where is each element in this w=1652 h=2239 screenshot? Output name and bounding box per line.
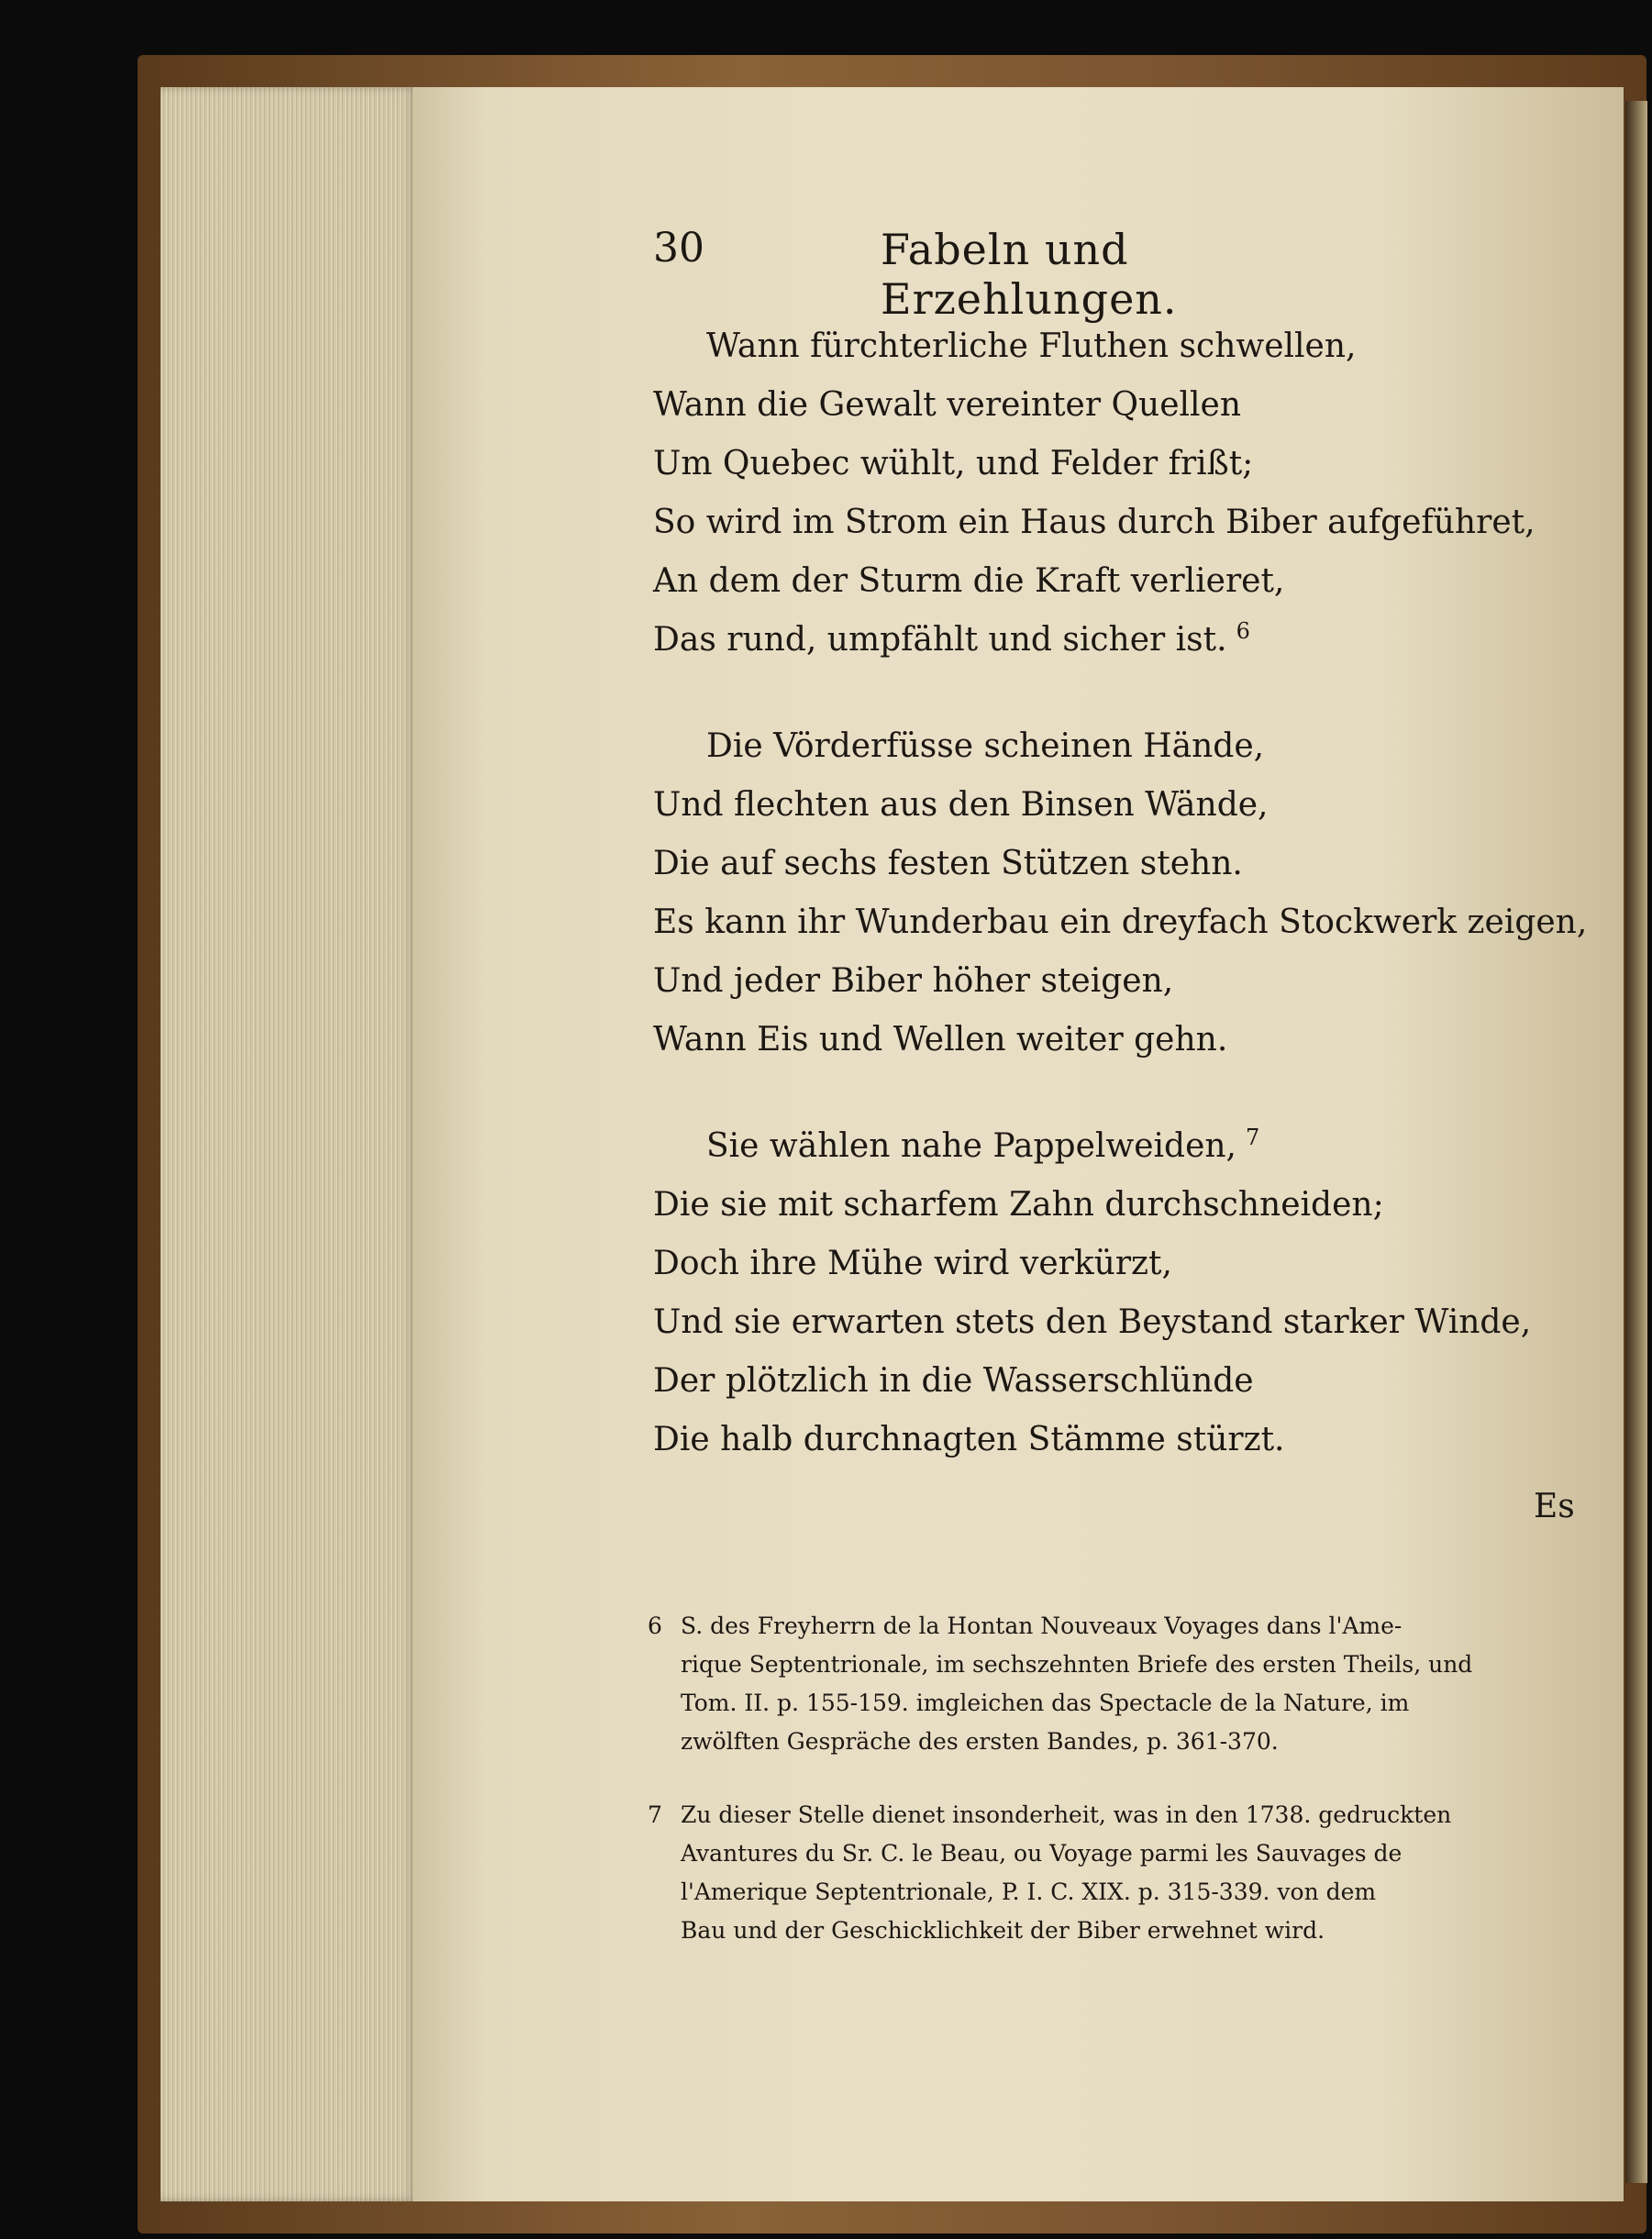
verse-line: Die sie mit scharfem Zahn durchschneiden; — [653, 1186, 1384, 1224]
verse-line: Die halb durchnagten Stämme stürzt. — [653, 1421, 1285, 1458]
footnote-line: Tom. II. p. 155-159. imgleichen das Spectacle de la Nature, im — [681, 1690, 1410, 1716]
verse-line: Wann die Gewalt vereinter Quellen — [653, 386, 1242, 424]
verse-line — [653, 611, 1580, 670]
stanza-2 — [653, 717, 1588, 1070]
stanza-1 — [653, 317, 1580, 670]
verse-line: Und jeder Biber höher steigen, — [653, 962, 1174, 1000]
verse-line: Und flechten aus den Binsen Wände, — [653, 786, 1269, 824]
verse-line: Wann fürchterliche Fluthen schwellen, — [706, 327, 1357, 365]
verse-line: So wird im Strom ein Haus durch Biber aufgeführet, — [653, 504, 1536, 541]
footnote-number: 6 — [648, 1613, 662, 1639]
footnote-reference: 6 — [1236, 618, 1250, 644]
stanza-3 — [653, 1117, 1580, 1469]
facing-page-edge — [1625, 101, 1647, 2183]
footnote-text — [648, 1607, 1574, 1761]
verse-line: Um Quebec wühlt, und Felder frißt; — [653, 445, 1254, 482]
verse-line: Doch ihre Mühe wird verkürzt, — [653, 1245, 1172, 1282]
verse-line: Und sie erwarten stets den Beystand starker Winde, — [653, 1303, 1532, 1341]
footnote-number: 7 — [648, 1801, 662, 1828]
verse-line: Die auf sechs festen Stützen stehn. — [653, 845, 1243, 882]
verse-line: An dem der Sturm die Kraft verlieret, — [653, 562, 1285, 600]
catchword: Es — [1534, 1488, 1575, 1525]
footnote-line: Avantures du Sr. C. le Beau, ou Voyage parmi les Sauvages de — [681, 1840, 1403, 1867]
verse-line: Die Vörderfüsse scheinen Hände, — [706, 727, 1265, 765]
page-number: 30 — [653, 225, 704, 272]
verse-line-text: Sie wählen nahe Pappelweiden, — [706, 1127, 1237, 1165]
footnote-6 — [648, 1607, 1574, 1761]
running-head — [653, 225, 1350, 324]
footnote-line: l'Amerique Septentrionale, P. I. C. XIX. p. 315-339. von dem — [681, 1879, 1377, 1905]
footnote-line: rique Septentrionale, im sechszehnten Briefe des ersten Theils, und — [681, 1651, 1473, 1678]
footnote-text — [648, 1796, 1574, 1950]
footnote-7 — [648, 1796, 1574, 1950]
footnote-line: zwölften Gespräche des ersten Bandes, p. 361-370. — [681, 1728, 1279, 1755]
page-title: Fabeln und Erzehlungen. — [881, 225, 1178, 324]
footnote-reference: 7 — [1246, 1125, 1260, 1150]
page-edges — [161, 87, 417, 2201]
verse-line — [653, 1117, 1580, 1176]
footnote-line: S. des Freyherrn de la Hontan Nouveaux Voyages dans l'Ame- — [681, 1613, 1403, 1639]
verse-line: Der plötzlich in die Wasserschlünde — [653, 1362, 1254, 1400]
footnote-line: Zu dieser Stelle dienet insonderheit, was in den 1738. gedruckten — [681, 1801, 1452, 1828]
verse-line: Wann Eis und Wellen weiter gehn. — [653, 1021, 1228, 1059]
verse-line-text: Das rund, umpfählt und sicher ist. — [653, 621, 1227, 659]
footnote-line: Bau und der Geschicklichkeit der Biber erwehnet wird. — [681, 1917, 1325, 1944]
verse-line: Es kann ihr Wunderbau ein dreyfach Stockwerk zeigen, — [653, 903, 1588, 941]
